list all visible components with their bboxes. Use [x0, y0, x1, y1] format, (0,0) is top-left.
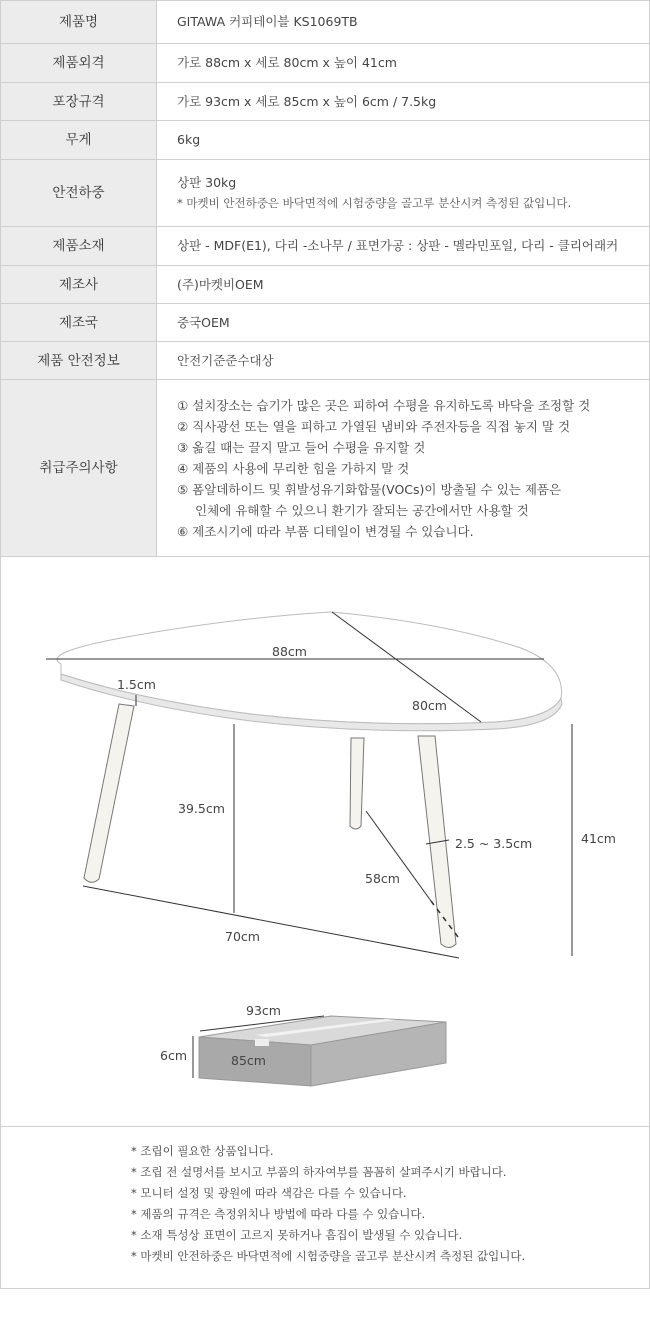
dimension-diagram	[0, 556, 650, 1126]
spec-label: 제품 안전정보	[1, 342, 157, 380]
spec-label: 취급주의사항	[1, 380, 157, 557]
table-depth-label: 80cm	[412, 698, 447, 713]
care-line: 인체에 유해할 수 있으니 환기가 잘되는 공간에서만 사용할 것	[195, 502, 529, 518]
diagram-svg	[1, 556, 650, 1126]
box-front-tape	[255, 1039, 269, 1046]
total-height-label: 41cm	[581, 831, 616, 846]
spec-row-material	[1, 227, 650, 266]
spec-value-group	[157, 160, 650, 227]
spec-label: 무게	[1, 121, 157, 160]
note-line: * 소재 특성상 표면이 고르지 못하거나 흠집이 발생될 수 있습니다.	[131, 1228, 463, 1242]
table-width-label: 88cm	[272, 644, 307, 659]
table-leg-back	[350, 738, 364, 829]
spec-value: (주)마켓비OEM	[157, 266, 650, 304]
note-line: * 모니터 설정 및 광원에 따라 색감은 다를 수 있습니다.	[131, 1186, 407, 1200]
side-span-dimension-line	[366, 811, 431, 901]
spec-label: 제품외격	[1, 44, 157, 83]
leg-diameter-label: 2.5 ~ 3.5cm	[455, 836, 533, 851]
spec-label: 제조국	[1, 304, 157, 342]
spec-value: 상판 30kg	[177, 175, 237, 190]
spec-row-safety-info	[1, 342, 650, 380]
note-line: * 제품의 규격은 측정위치나 방법에 따라 다를 수 있습니다.	[131, 1207, 426, 1221]
top-thickness-label: 1.5cm	[117, 677, 156, 692]
care-line: ② 직사광선 또는 열을 피하고 가열된 냄비와 주전자등을 직접 놓지 말 것	[177, 418, 571, 434]
notes-box	[0, 1126, 650, 1289]
care-line: ④ 제품의 사용에 무리한 힘을 가하지 말 것	[177, 460, 410, 476]
spec-row-packaging	[1, 83, 650, 121]
spec-value: 중국OEM	[157, 304, 650, 342]
spec-row-origin	[1, 304, 650, 342]
spec-row-name	[1, 1, 650, 44]
care-line: ⑤ 폼알데하이드 및 휘발성유기화합물(VOCs)이 방출될 수 있는 제품은	[177, 481, 562, 497]
spec-value: 6kg	[157, 121, 650, 160]
care-line: ⑥ 제조시기에 따라 부품 디테일이 변경될 수 있습니다.	[177, 523, 474, 539]
spec-value: 안전기준준수대상	[157, 342, 650, 380]
box-depth-label: 85cm	[231, 1053, 266, 1068]
spec-label: 제품명	[1, 1, 157, 44]
safe-load-note: * 마켓비 안전하중은 바닥면적에 시험중량을 골고루 분산시켜 측정된 값입니다.	[177, 196, 572, 210]
spec-value: GITAWA 커피테이블 KS1069TB	[157, 1, 650, 44]
note-line: * 조립이 필요한 상품입니다.	[131, 1144, 274, 1158]
side-span-label: 58cm	[365, 871, 400, 886]
front-span-label: 70cm	[225, 929, 260, 944]
spec-row-weight	[1, 121, 650, 160]
spec-label: 안전하중	[1, 160, 157, 227]
spec-label: 제품소재	[1, 227, 157, 266]
spec-value: 가로 88cm x 세로 80cm x 높이 41cm	[157, 44, 650, 83]
box-width-label: 93cm	[246, 1003, 281, 1018]
spec-table	[0, 0, 650, 557]
spec-label: 제조사	[1, 266, 157, 304]
care-line: ③ 옮길 때는 끌지 말고 들어 수평을 유지할 것	[177, 439, 426, 455]
spec-row-safe-load	[1, 160, 650, 227]
box-height-label: 6cm	[160, 1048, 188, 1063]
table-leg-left	[84, 704, 134, 882]
front-span-dimension-line	[83, 886, 459, 958]
spec-row-care	[1, 380, 650, 557]
spec-row-dimensions	[1, 44, 650, 83]
spec-label: 포장규격	[1, 83, 157, 121]
care-instructions	[157, 380, 650, 557]
leg-height-label: 39.5cm	[178, 801, 225, 816]
spec-value: 가로 93cm x 세로 85cm x 높이 6cm / 7.5kg	[157, 83, 650, 121]
care-line: ① 설치장소는 습기가 많은 곳은 피하여 수평을 유지하도록 바닥을 조정할 것	[177, 397, 591, 413]
spec-row-manufacturer	[1, 266, 650, 304]
note-line: * 마켓비 안전하중은 바닥면적에 시험중량을 골고루 분산시켜 측정된 값입니다.	[131, 1249, 526, 1263]
note-line: * 조립 전 설명서를 보시고 부품의 하자여부를 꼼꼼히 살펴주시기 바랍니다.	[131, 1165, 507, 1179]
spec-value: 상판 - MDF(E1), 다리 -소나무 / 표면가공 : 상판 - 멜라민포일, 다리 - 클리어래커	[157, 227, 650, 266]
